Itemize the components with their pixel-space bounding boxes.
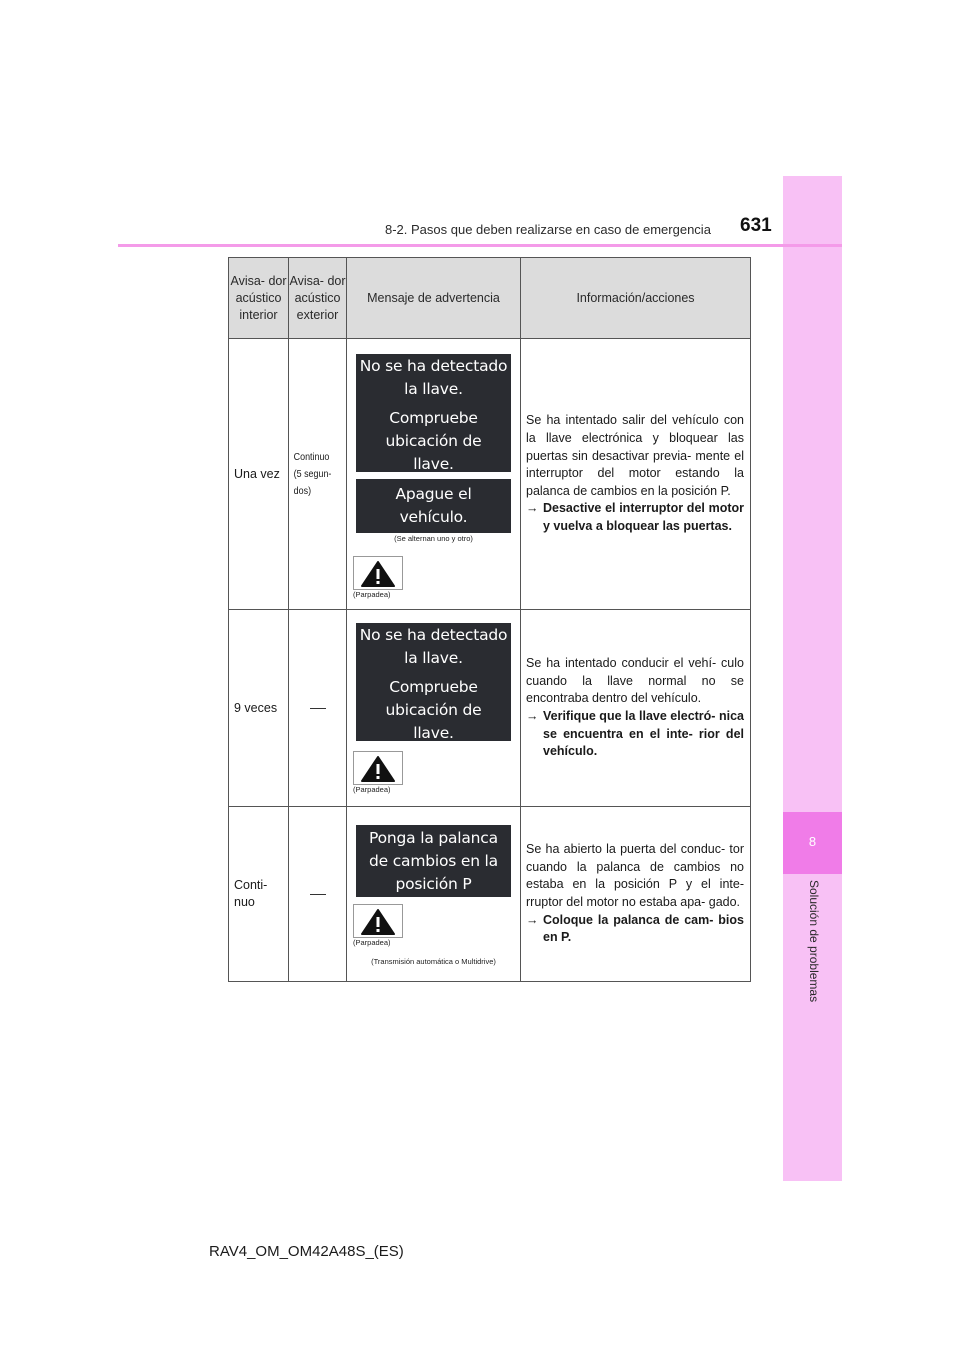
action-line <box>526 500 744 535</box>
header-interior-buzzer: Avisa- dor acústico interior <box>229 258 289 339</box>
arrow-icon: → <box>526 709 539 723</box>
table-row <box>229 610 751 807</box>
chapter-title: Solución de problemas <box>807 880 821 1003</box>
arrow-icon: → <box>526 501 539 516</box>
table-row <box>229 339 751 610</box>
dash-mark <box>310 708 326 709</box>
interior-buzzer-value: Conti- nuo <box>229 807 289 982</box>
display-line: la llave. <box>404 380 463 398</box>
warning-message-cell <box>347 610 521 807</box>
blink-caption: (Parpadea) <box>353 938 391 947</box>
warning-light-box <box>353 751 403 785</box>
display-line: Apague el <box>395 485 472 503</box>
alternate-caption: (Se alternan uno y otro) <box>394 534 473 543</box>
transmission-caption: (Transmisión automática o Multidrive) <box>371 957 496 966</box>
info-text: Se ha intentado salir del vehículo con la llave electrónica y bloquear las puertas sin desactivar previa- mente el interruptor del motor estando la palanca de cambios en la posición P. <box>526 413 744 498</box>
display-line: posición P <box>395 875 472 893</box>
section-title: 8-2. Pasos que deben realizarse en caso de emergencia <box>385 222 711 237</box>
display-message-turn-off <box>356 479 511 533</box>
table-header-row <box>229 258 751 339</box>
warning-triangle-icon <box>360 908 396 936</box>
display-line: de cambios en la <box>369 852 498 870</box>
display-line: Ponga la palanca <box>369 829 498 847</box>
header-exterior-buzzer: Avisa- dor acústico exterior <box>289 258 347 339</box>
info-cell <box>521 339 751 610</box>
display-line: No se ha detectado <box>359 357 508 375</box>
info-cell <box>521 807 751 982</box>
display-line: llave. <box>413 455 454 473</box>
info-text: Se ha abierto la puerta del conduc- tor cuando la palanca de cambios no estaba en la posición P y el inte- rruptor del motor no estaba apa- gado. <box>526 842 744 909</box>
action-line <box>526 912 744 947</box>
chapter-number: 8 <box>808 834 817 849</box>
display-line: No se ha detectado <box>359 626 508 644</box>
info-text: Se ha intentado conducir el vehí- culo cuando la llave normal no se encontraba dentro del vehículo. <box>526 656 744 706</box>
blink-caption: (Parpadea) <box>353 785 391 794</box>
action-text: Desactive el interruptor del motor y vuelva a bloquear las puertas. <box>543 501 744 533</box>
header-rule <box>118 244 842 247</box>
table-row <box>229 807 751 982</box>
display-line: vehículo. <box>399 508 468 526</box>
display-line: Compruebe <box>389 409 478 427</box>
action-line <box>526 708 744 761</box>
document-code: RAV4_OM_OM42A48S_(ES) <box>209 1243 404 1260</box>
dash-mark <box>310 894 326 895</box>
warning-triangle-icon <box>360 560 396 588</box>
display-line: ubicación de <box>385 701 482 719</box>
arrow-icon: → <box>526 912 539 927</box>
header-info-actions: Información/acciones <box>521 258 751 339</box>
warning-triangle-icon <box>360 755 396 783</box>
display-line: llave. <box>413 724 454 742</box>
display-line: ubicación de <box>385 432 482 450</box>
interior-buzzer-value: Una vez <box>229 339 289 610</box>
warning-table <box>228 257 751 982</box>
warning-message-cell <box>347 807 521 982</box>
blink-caption: (Parpadea) <box>353 590 391 599</box>
display-line: la llave. <box>404 649 463 667</box>
action-text: Verifique que la llave electró- nica se encuentra en el inte- rior del vehículo. <box>543 709 744 759</box>
display-line: Compruebe <box>389 678 478 696</box>
action-text: Coloque la palanca de cam- bios en P. <box>543 912 744 945</box>
warning-message-cell <box>347 339 521 610</box>
exterior-buzzer-value <box>289 610 347 807</box>
page-number: 631 <box>740 215 772 236</box>
header-warning-message: Mensaje de advertencia <box>347 258 521 339</box>
warning-light-box <box>353 904 403 938</box>
exterior-buzzer-value: Continuo (5 segun- dos) <box>289 339 338 610</box>
info-cell <box>521 610 751 807</box>
warning-light-box <box>353 556 403 590</box>
display-message-key-not-detected <box>356 623 511 741</box>
interior-buzzer-value: 9 veces <box>229 610 289 807</box>
exterior-buzzer-value <box>289 807 347 982</box>
display-message-key-not-detected <box>356 354 511 472</box>
display-message-shift-to-p <box>356 825 511 897</box>
